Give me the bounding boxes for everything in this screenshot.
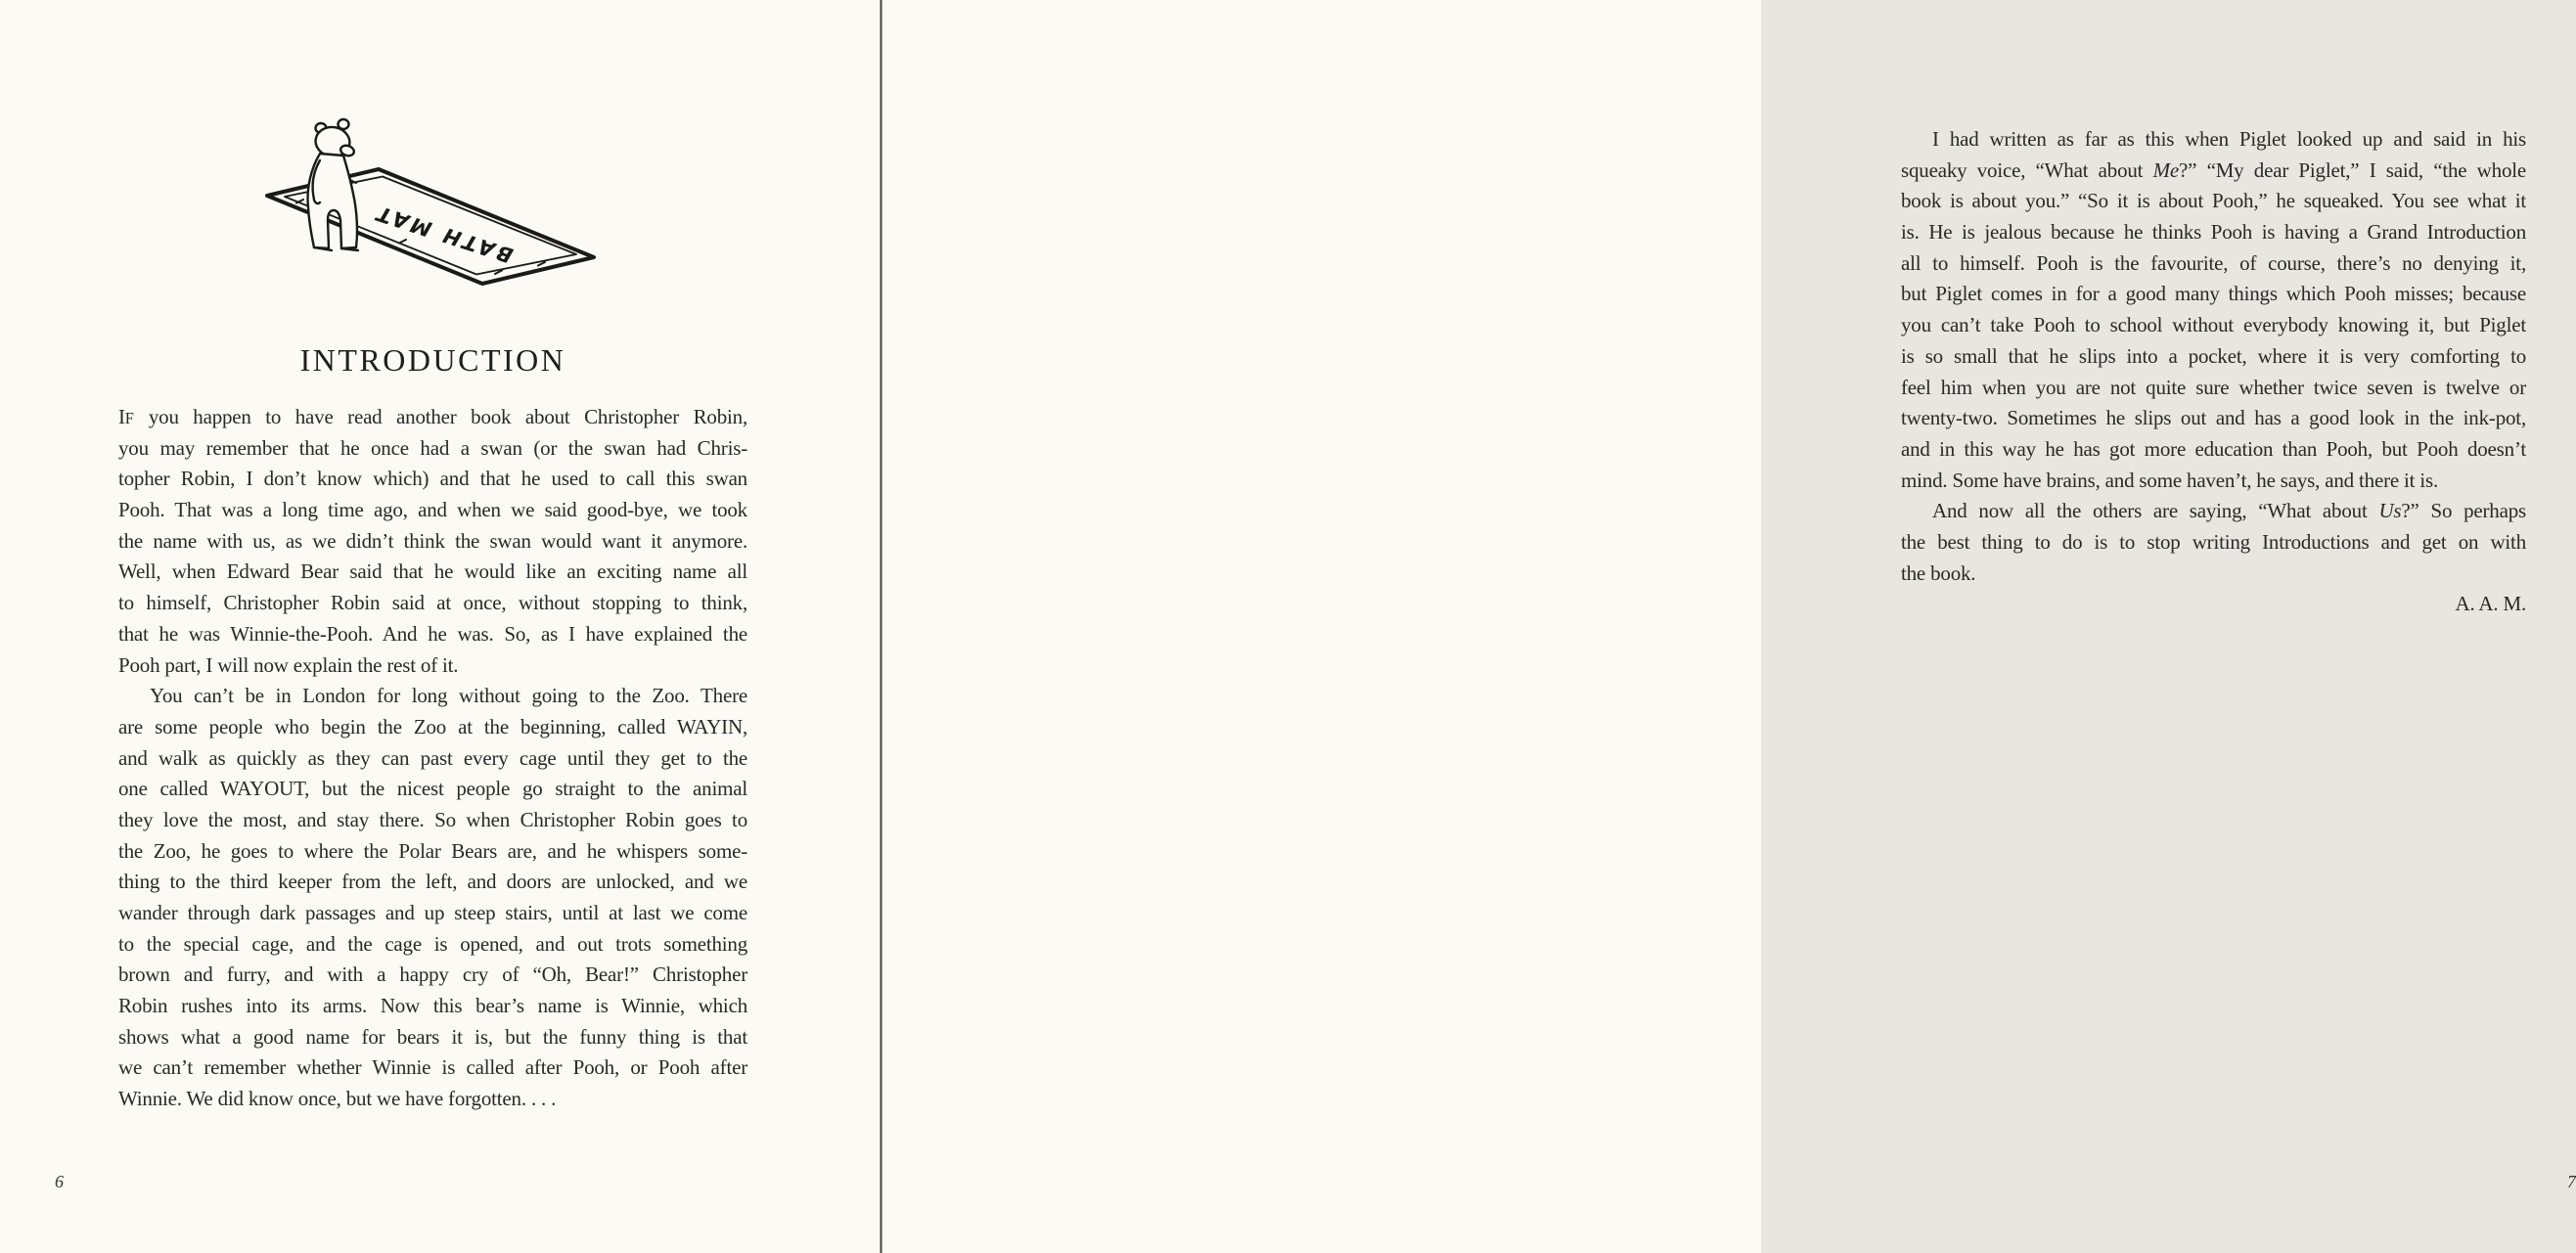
body-line: the name with us, as we didn’t think the swan would want it anymore. — [118, 528, 747, 553]
body-line: one called WAYOUT, but the nicest people go straight to the animal — [118, 777, 747, 801]
left-page-text — [118, 402, 747, 1115]
italic-text: Me — [2152, 157, 2180, 182]
body-line: is so small that he slips into a pocket, where it is very comforting to — [1901, 343, 2526, 368]
left-page — [0, 0, 880, 1253]
body-line: Winnie. We did know once, but we have forgotten. . . . — [118, 1087, 557, 1111]
body-line: Well, when Edward Bear said that he would like an exciting name all — [118, 559, 747, 584]
body-line: I had written as far as this when Piglet looked up and said in his — [1932, 127, 2526, 151]
body-line: feel him when you are not quite sure whether twice seven is twelve or — [1901, 375, 2526, 399]
pooh-bath-mat-illustration — [259, 110, 602, 291]
body-line: is. He is jealous because he thinks Pooh is having a Grand Introduction — [1901, 220, 2526, 245]
body-line: that he was Winnie-the-Pooh. And he was. So, as I have explained the — [118, 621, 747, 646]
body-line: thing to the third keeper from the left, and doors are unlocked, and we — [118, 870, 747, 894]
body-line: you can’t take Pooh to school without everybody knowing it, but Piglet — [1901, 313, 2526, 337]
body-line: And now all the others are saying, “What about Us?” So perhaps — [1932, 499, 2527, 523]
body-line: brown and furry, and with a happy cry of “Oh, Bear!” Christopher — [118, 962, 747, 987]
body-line: squeaky voice, “What about Me?” “My dear Piglet,” I said, “the whole — [1901, 157, 2526, 182]
body-line: shows what a good name for bears it is, but the funny thing is that — [118, 1024, 747, 1049]
body-line: Pooh part, I will now explain the rest of it. — [118, 652, 459, 677]
italic-text: Us — [2378, 499, 2402, 523]
bath-mat-text: BATH MAT — [369, 200, 520, 267]
body-line: the best thing to do is to stop writing Introductions and get on with — [1901, 529, 2526, 554]
chapter-heading: INTRODUCTION — [299, 342, 566, 378]
body-line: and walk as quickly as they can past every cage until they get to the — [118, 745, 747, 770]
body-line: and in this way he has got more education than Pooh, but Pooh doesn’t — [1901, 436, 2526, 461]
body-line: we can’t remember whether Winnie is called after Pooh, or Pooh after — [118, 1055, 747, 1080]
body-line: but Piglet comes in for a good many things which Pooh misses; because — [1901, 282, 2526, 306]
page-number-left: 6 — [55, 1172, 64, 1191]
right-page-text — [1901, 124, 2526, 620]
body-line: are some people who begin the Zoo at the beginning, called WAYIN, — [118, 714, 747, 738]
body-line: they love the most, and stay there. So when Christopher Robin goes to — [118, 807, 747, 831]
author-initials: A. A. M. — [2455, 592, 2526, 616]
body-line: IF you happen to have read another book about Christopher Robin, — [118, 405, 747, 428]
body-line: to the special cage, and the cage is opened, and out trots something — [118, 931, 747, 956]
body-line: mind. Some have brains, and some haven’t, he says, and there it is. — [1901, 468, 2439, 492]
body-line: to himself, Christopher Robin said at once, without stopping to think, — [118, 591, 747, 615]
small-caps-text: F — [124, 409, 135, 427]
body-line: twenty-two. Sometimes he slips out and has a good look in the ink-pot, — [1901, 406, 2526, 430]
body-line: wander through dark passages and up steep stairs, until at last we come — [118, 901, 747, 924]
body-line: you may remember that he once had a swan (or the swan had Chris- — [118, 435, 747, 460]
page-number-right: 7 — [2567, 1172, 2576, 1191]
body-line: topher Robin, I don’t know which) and that he used to call this swan — [118, 467, 747, 491]
body-line: book is about you.” “So it is about Pooh,” he squeaked. You see what it — [1901, 189, 2526, 213]
pooh-bear-drawing — [308, 119, 358, 250]
body-line: the Zoo, he goes to where the Polar Bears are, and he whispers some- — [118, 838, 747, 863]
body-line: the book. — [1901, 560, 1976, 585]
body-line: all to himself. Pooh is the favourite, of course, there’s no denying it, — [1901, 250, 2526, 275]
body-line: Robin rushes into its arms. Now this bear’s name is Winnie, which — [118, 994, 747, 1018]
body-line: You can’t be in London for long without going to the Zoo. There — [150, 684, 747, 708]
body-line: Pooh. That was a long time ago, and when we said good-bye, we took — [118, 498, 747, 522]
right-page — [882, 0, 2576, 1253]
